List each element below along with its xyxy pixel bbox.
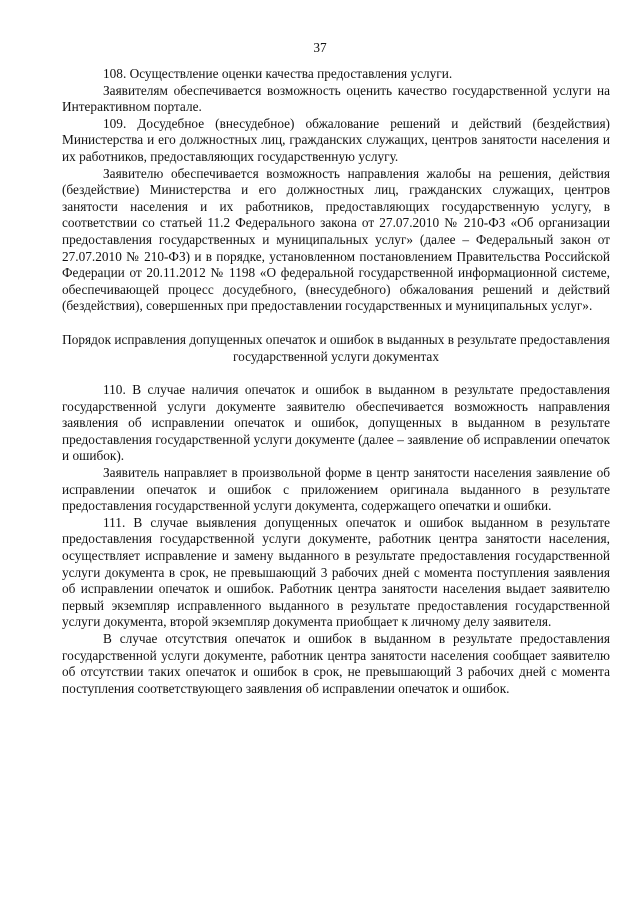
paragraph-109: 109. Досудебное (внесудебное) обжалование решений и действий (бездействия) Министерства и его должностных лиц, гражданских служащих, центров занятости населения и их работников, предоставляющих государственную услугу. xyxy=(62,115,610,164)
paragraph-no-errors: В случае отсутствия опечаток и ошибок в выданном в результате предоставления государственной услуги документе, работник центра занятости населения сообщает заявителю об отсутствии таких опечаток и ошибок в срок, не превышающий 3 рабочих дней с момента поступления соответствующего заявления об исправлении опечаток и ошибок. xyxy=(62,631,610,696)
page-number: 37 xyxy=(313,40,327,55)
paragraph-110: 110. В случае наличия опечаток и ошибок в выданном в результате предоставления государственной услуги документе заявителю обеспечивается возможность направления заявления об исправлении опечаток и ошибок, допущенных в выданном в результате предоставления государственной услуги документе (далее – заявление об исправлении опечаток и ошибок). xyxy=(62,382,610,464)
paragraph-applicant-request: Заявитель направляет в произвольной форме в центр занятости населения заявление об исправлении опечаток и ошибок с приложением оригинала выданного в результате предоставления государственной услуги документа, содержащего опечатки и ошибки. xyxy=(62,465,610,514)
document-body xyxy=(62,66,610,697)
paragraph-complaint: Заявителю обеспечивается возможность направления жалобы на решения, действия (бездействие) Министерства и его должностных лиц, гражданских служащих, центров занятости населения и их работников, предоставляющих государственную услугу, в соответствии со статьей 11.2 Федерального закона от 27.07.2010 № 210-ФЗ «Об организации предоставления государственных и муниципальных услуг» (далее – Федеральный закон от 27.07.2010 № 210-ФЗ) и в порядке, установленном постановлением Правительства Российской Федерации от 20.11.2012 № 1198 «О федеральной государственной информационной системе, обеспечивающей процесс досудебного, (внесудебного) обжалования решений и действий (бездействия), совершенных при предоставлении государственных и муниципальных услуг». xyxy=(62,165,610,314)
paragraph-111: 111. В случае выявления допущенных опечаток и ошибок выданном в результате предоставления государственной услуги документе, работник центра занятости населения, осуществляет исправление и замену выданного в результате предоставления государственной услуги документа в срок, не превышающий 3 рабочих дней с момента поступления заявления об исправлении опечаток и ошибок. Работник центра занятости населения выдает заявителю первый экземпляр исправленного выданного в результате предоставления государственной услуги документа, второй экземпляр документа приобщает к личному делу заявителя. xyxy=(62,514,610,630)
paragraph-108: 108. Осуществление оценки качества предоставления услуги. xyxy=(103,66,453,81)
section-heading: Порядок исправления допущенных опечаток и ошибок в выданных в результате предоставления государственной услуги документах xyxy=(62,331,610,364)
paragraph-quality-assessment: Заявителям обеспечивается возможность оценить качество государственной услуги на Интерактивном портале. xyxy=(62,82,610,115)
